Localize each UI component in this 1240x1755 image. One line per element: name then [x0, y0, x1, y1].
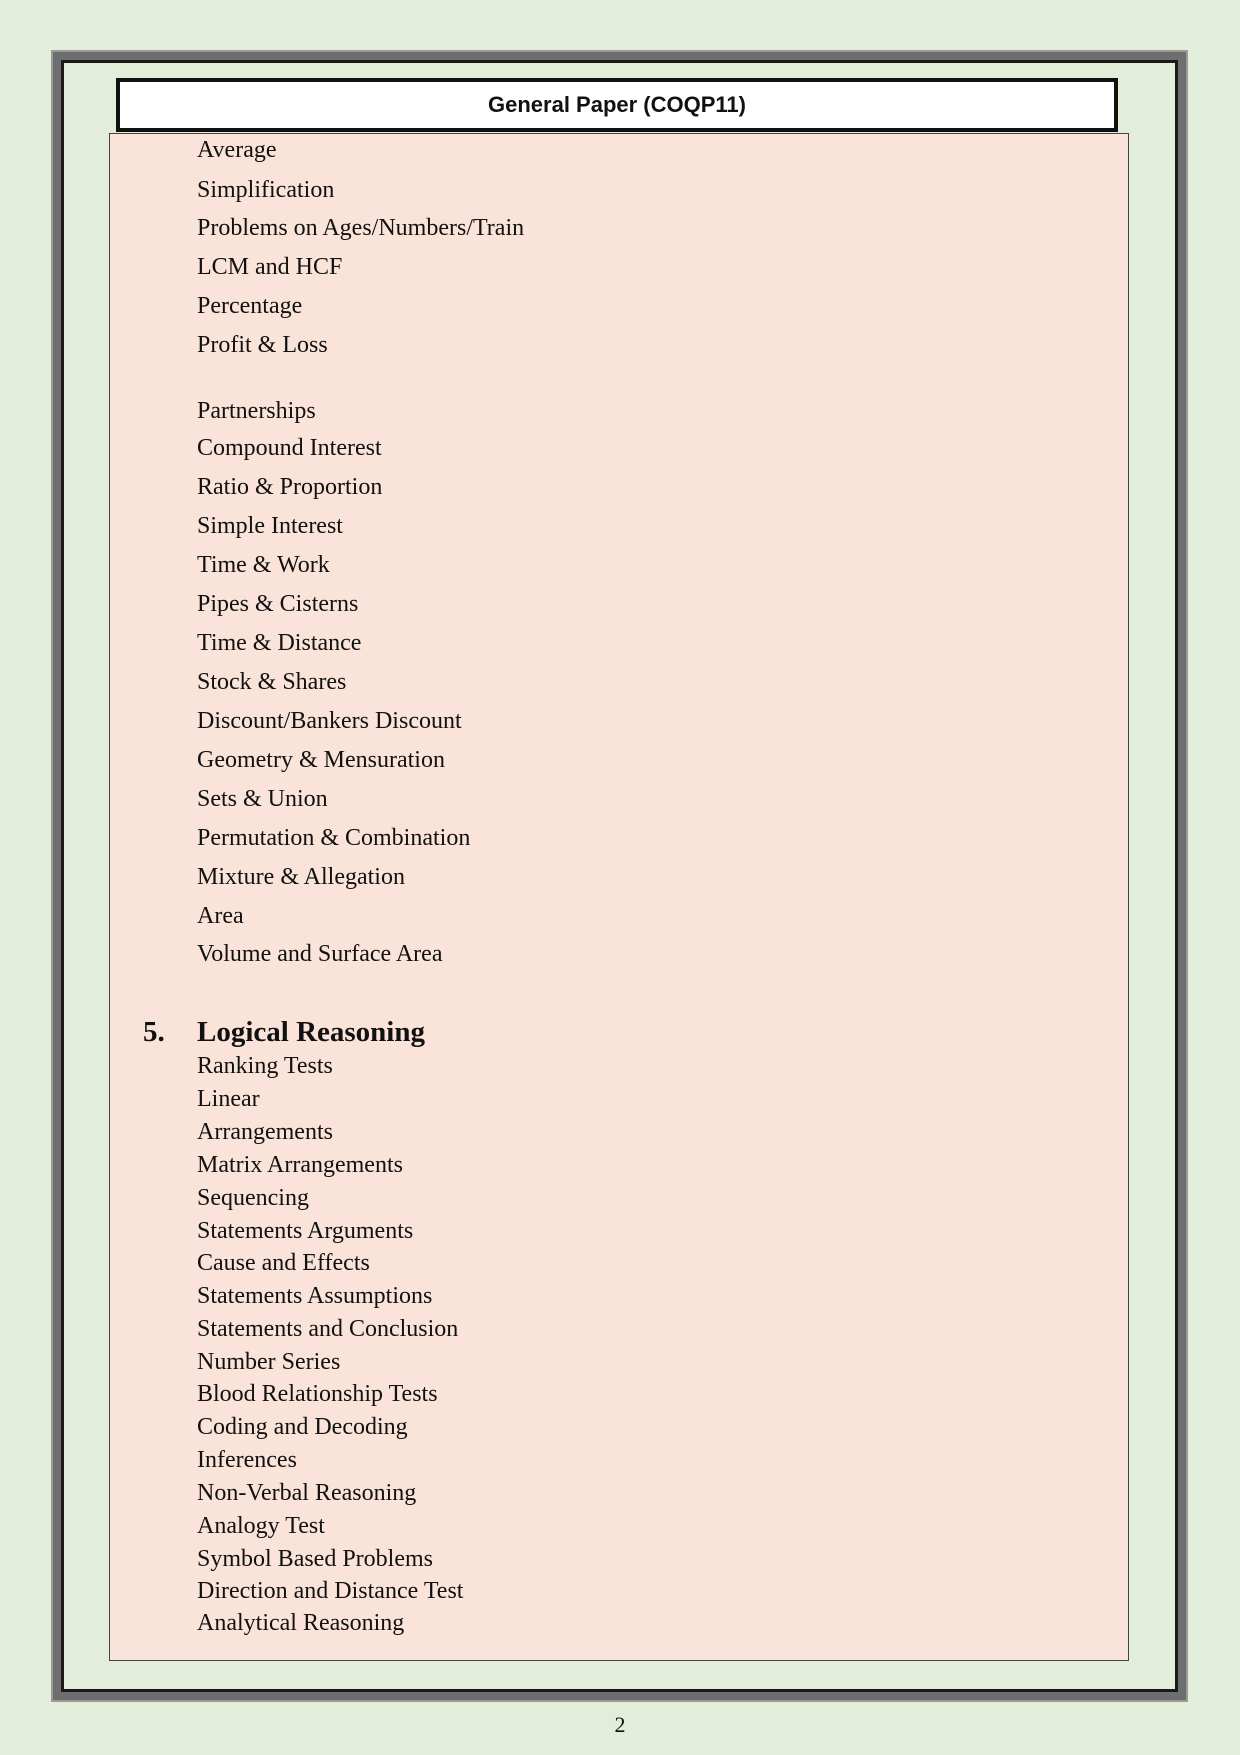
topic-item: Stock & Shares: [197, 669, 347, 695]
topic-item: Cause and Effects: [197, 1250, 370, 1276]
topic-item: Discount/Bankers Discount: [197, 708, 462, 734]
topic-item: Area: [197, 903, 244, 929]
topic-item: Matrix Arrangements: [197, 1152, 403, 1178]
topic-item: Simplification: [197, 177, 335, 203]
topic-item: Compound Interest: [197, 435, 382, 461]
topic-item: Blood Relationship Tests: [197, 1381, 438, 1407]
topic-item: Simple Interest: [197, 513, 343, 539]
topic-item: Problems on Ages/Numbers/Train: [197, 215, 525, 241]
topic-item: Statements Assumptions: [197, 1283, 433, 1309]
topic-item: LCM and HCF: [197, 254, 343, 280]
topic-item: Pipes & Cisterns: [197, 591, 359, 617]
topic-item: Time & Work: [197, 552, 330, 578]
topic-item: Non-Verbal Reasoning: [197, 1480, 417, 1506]
page-number: 2: [614, 1712, 626, 1737]
topic-item: Linear: [197, 1086, 260, 1112]
topic-item: Time & Distance: [197, 630, 362, 656]
topic-item: Geometry & Mensuration: [197, 747, 445, 773]
topic-item: Ranking Tests: [197, 1053, 333, 1079]
topic-item: Number Series: [197, 1349, 341, 1375]
topic-item: Sequencing: [197, 1185, 309, 1211]
topic-item: Statements Arguments: [197, 1218, 414, 1244]
topic-item: Ratio & Proportion: [197, 474, 383, 500]
topic-item: Percentage: [197, 293, 303, 319]
topic-item: Inferences: [197, 1447, 297, 1473]
topic-item: Profit & Loss: [197, 332, 328, 358]
topic-item: Direction and Distance Test: [197, 1578, 464, 1604]
topic-item: Arrangements: [197, 1119, 333, 1145]
topic-item: Volume and Surface Area: [197, 941, 443, 967]
topic-item: Average: [197, 137, 277, 163]
section-title: Logical Reasoning: [197, 1016, 425, 1048]
topic-item: Analytical Reasoning: [197, 1610, 405, 1636]
topic-item: Coding and Decoding: [197, 1414, 408, 1440]
section-number: 5.: [143, 1016, 165, 1048]
topic-item: Mixture & Allegation: [197, 864, 405, 890]
topic-item: Permutation & Combination: [197, 825, 471, 851]
topic-item: Symbol Based Problems: [197, 1546, 434, 1572]
topic-item: Statements and Conclusion: [197, 1316, 459, 1342]
page-title: General Paper (COQP11): [116, 78, 1118, 132]
topic-item: Analogy Test: [197, 1513, 325, 1539]
topic-item: Sets & Union: [197, 786, 328, 812]
topic-item: Partnerships: [197, 398, 316, 424]
